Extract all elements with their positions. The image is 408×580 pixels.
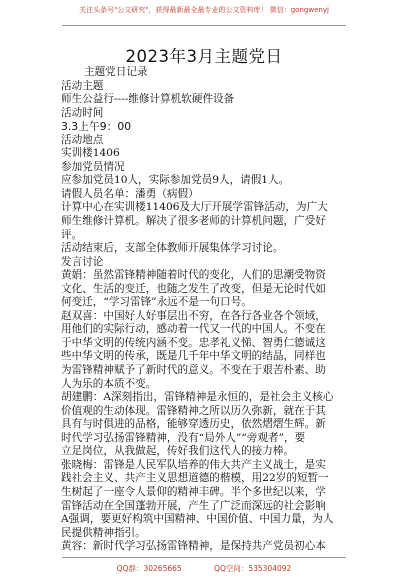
speech-line: 何变迁，“学习雷锋”永远不是一句口号。 bbox=[61, 296, 252, 309]
speech-line: 民提供精神指引。 bbox=[61, 526, 146, 539]
speech-line: 人为乐的本质不变。 bbox=[61, 377, 157, 390]
speech-line: 黄娟：虽然雷锋精神随着时代的变化，人们的思潮受物资 bbox=[61, 269, 326, 282]
speech-line: 张晓梅：雷锋是人民军队培养的伟大共产主义战士，是实 bbox=[61, 458, 326, 471]
speech-line: 于中华文明的传统内涵不变。忠孝礼义悌、智勇仁德诚这 bbox=[61, 336, 326, 349]
label-attendance: 参加党员情况 bbox=[61, 160, 125, 173]
speech-line: 立足岗位，从我做起，传好我们这代人的接力棒。 bbox=[61, 445, 295, 458]
speech-line: 生树起了一座令人景仰的精神丰碑。半个多世纪以来，学 bbox=[61, 485, 326, 498]
speech-line: 雷锋活动在全国蓬勃开展，产生了广泛而深远的社会影响 bbox=[61, 499, 326, 512]
record-heading: 主题党日记录 bbox=[84, 66, 148, 78]
label-discussion: 发言讨论 bbox=[61, 255, 104, 268]
document-body bbox=[61, 66, 357, 554]
value-theme: 师生公益行----维修计算机软硬件设备 bbox=[61, 93, 235, 106]
footer-qq-group: QQ群：30265665 bbox=[116, 564, 182, 573]
footer bbox=[0, 563, 408, 574]
speech-line: 赵双喜：中国好人好事层出不穷，在各行各业各个领域， bbox=[61, 309, 326, 322]
speech-line: 价值观的生动体现。雷锋精神之所以历久弥新，就在于其 bbox=[61, 404, 326, 417]
speech-line: 用他们的实际行动，感动着一代又一代的中国人。不变在 bbox=[61, 323, 326, 336]
speech-line: 时代学习弘扬雷锋精神，没有“局外人”“旁观者”，要 bbox=[61, 431, 306, 444]
value-location: 实训楼1406 bbox=[61, 147, 120, 160]
speech-line: 文化、生活的变迁，也随之发生了改变，但是无论时代如 bbox=[61, 282, 326, 295]
footer-divider bbox=[62, 557, 346, 558]
speech-line: 为雷锋精神赋予了新时代的意义。不变在于艰苦朴素、助 bbox=[61, 364, 326, 377]
label-time: 活动时间 bbox=[61, 106, 104, 119]
speech-line: 黄容：新时代学习弘扬雷锋精神，是保持共产党员初心本 bbox=[61, 540, 326, 553]
speech-line: A强调，要更好构筑中国精神、中国价值、中国力量，为人 bbox=[61, 513, 334, 526]
activity-line: 师生维修计算机。解决了很多老师的计算机问题，广受好 bbox=[61, 215, 326, 228]
activity-line: 评。 bbox=[61, 228, 83, 241]
header-divider bbox=[62, 25, 346, 26]
header-notice: 关注头条号"公文研究"，获得最新最全最专业的公文资料库！ 微信：gongwenyj bbox=[79, 6, 329, 14]
document-title: 2023年3月主题党日 bbox=[125, 47, 283, 66]
speech-line: 具有与时俱进的品格，能够穿透历史，依然熠熠生辉。新 bbox=[61, 418, 326, 431]
activity-line: 活动结束后，支部全体教师开展集体学习讨论。 bbox=[61, 242, 284, 255]
speech-line: 胡建鹏：A深刻指出，雷锋精神是永恒的，是社会主义核心 bbox=[61, 391, 334, 404]
attendance-line: 应参加党员10人，实际参加党员9人，请假1人。 bbox=[61, 174, 290, 187]
label-theme: 活动主题 bbox=[61, 79, 104, 92]
activity-line: 计算中心在实训楼11406及大厅开展学雷锋活动，为广大 bbox=[61, 201, 328, 214]
leave-list-line: 请假人员名单：潘勇（病假） bbox=[61, 187, 199, 200]
speech-line: 些中华文明的传承，既是几千年中华文明的结晶，同样也 bbox=[61, 350, 326, 363]
value-time: 3.3上午9：00 bbox=[61, 120, 132, 134]
footer-qq-space: QQ空间：535304092 bbox=[214, 564, 292, 573]
label-location: 活动地点 bbox=[61, 133, 104, 146]
speech-line: 践社会主义、共产主义思想道德的楷模，用22岁的短暂一 bbox=[61, 472, 329, 485]
